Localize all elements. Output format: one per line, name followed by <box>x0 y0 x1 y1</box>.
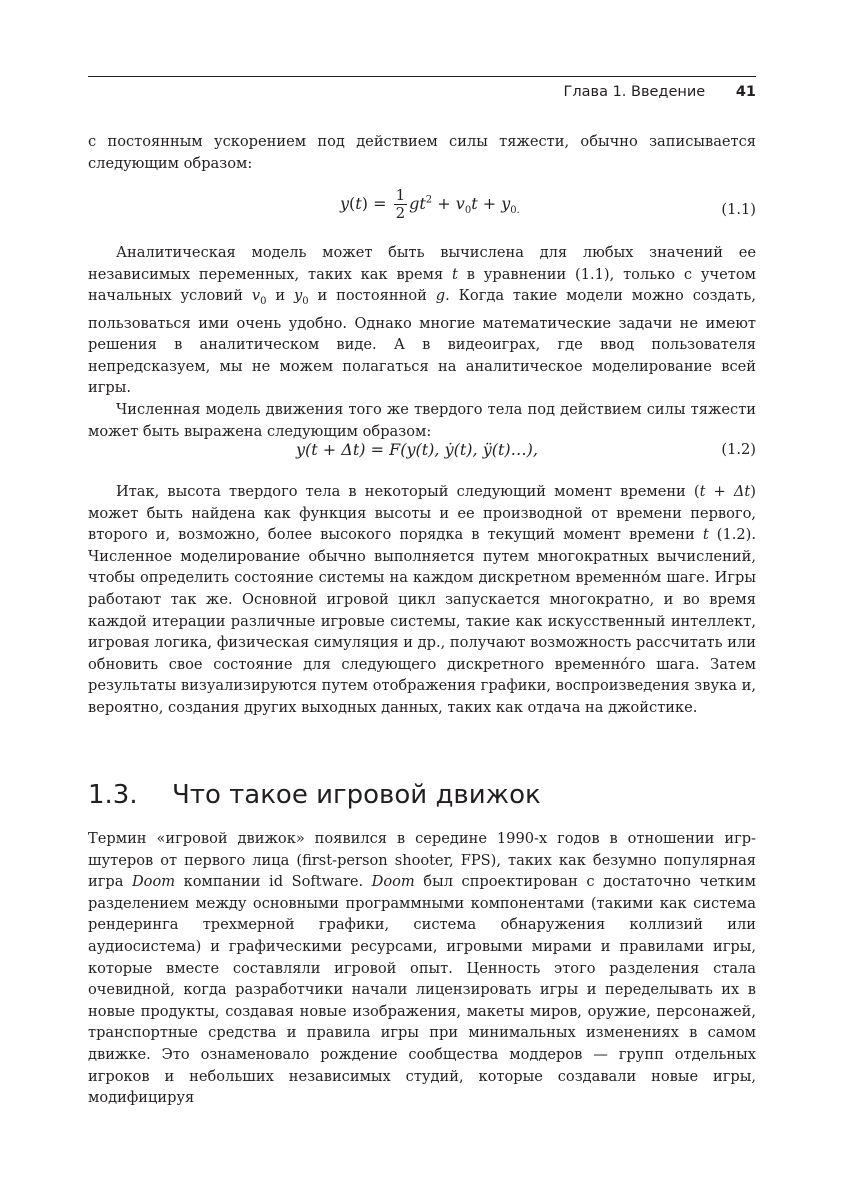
equation-number: (1.1) <box>721 201 756 218</box>
equation-number: (1.2) <box>721 441 756 458</box>
paragraph-5: Термин «игровой движок» появился в середине 1990-х годов в отношении игр-шутеров от первого лица (first-person shooter, FPS), таких как безумно популярная игра Doom компании id Software. Doom был спроектирован с достаточно четким разделением между основными программными компонентами (такими как система рендеринга трехмерной графики, система обнаружения коллизий или аудиосистема) и графическими ресурсами, игровыми мирами и правилами игры, которые вместе составляли игровой опыт. Ценность этого разделения стала очевидной, когда разработчики начали лицензировать игры и переделывать их в новые продукты, создавая новые изображения, макеты миров, оружие, персонажей, транспортные средства и правила игры при минимальных изменениях в самом движке. Это ознаменовало рождение сообщества моддеров — групп отдельных игроков и небольших независимых студий, которые создавали новые игры, модифицируя <box>88 830 756 1107</box>
equation-1-1-expression: y(t) = $\frac{1}{2}$ $gt^2 + v_0t + y_{0.}$ <box>340 186 520 222</box>
page-number: 41 <box>735 84 756 100</box>
paragraph-1: с постоянным ускорением под действием силы тяжести, обычно записывается следующим образом: <box>88 133 756 172</box>
header-rule <box>88 76 756 77</box>
paragraph-3: Численная модель движения того же твердого тела под действием силы тяжести может быть выражена следующим образом: <box>88 401 756 440</box>
chapter-title: Глава 1. Введение <box>563 84 706 100</box>
equation-1-1 <box>88 183 756 233</box>
fraction-one-half: $\frac{1}{2}$ <box>395 186 406 222</box>
paragraph-2: Аналитическая модель может быть вычислена для любых значений ее независимых переменных, таких как время t в уравнении (1.1), только с учетом начальных условий $v_0$ и $y_0$ и постоянной g. Когда такие модели можно создать, пользоваться ими очень удобно. Однако многие математические задачи не имеют решения в аналитическом виде. А в видеоиграх, где ввод пользователя непредсказуем, мы не можем полагаться на аналитическое моделирование всей игры. Численная модель движения того же твердого тела под действием силы тяжести может быть выражена следующим образом: <box>88 242 756 442</box>
section-title: Что такое игровой движок <box>172 780 541 810</box>
section-heading <box>88 780 541 810</box>
section-number: 1.3. <box>88 780 138 810</box>
running-header <box>564 84 756 100</box>
equation-1-2 <box>88 438 756 466</box>
paragraph-4: Итак, высота твердого тела в некоторый следующий момент времени (t + Δt) может быть найдена как функция высоты и ее производной от времени первого, второго и, возможно, более высокого порядка в текущий момент времени t (1.2). Численное моделирование обычно выполняется путем многократных вычислений, чтобы определить состояние системы на каждом дискретном временно́м шаге. Игры работают так же. Основной игровой цикл запускается многократно, и во время каждой итерации различные игровые системы, такие как искусственный интеллект, игровая логика, физическая симуляция и др., получают возможность рассчитать или обновить свое состояние для следующего дискретного временно́го шага. Затем результаты визуализируются путем отображения графики, воспроизведения звука и, вероятно, создания других выходных данных, таких как отдача на джойстике. <box>88 483 757 716</box>
equation-1-2-expression: y(t + Δt) = F(y(t), ẏ(t), ÿ(t)…), <box>296 440 538 459</box>
